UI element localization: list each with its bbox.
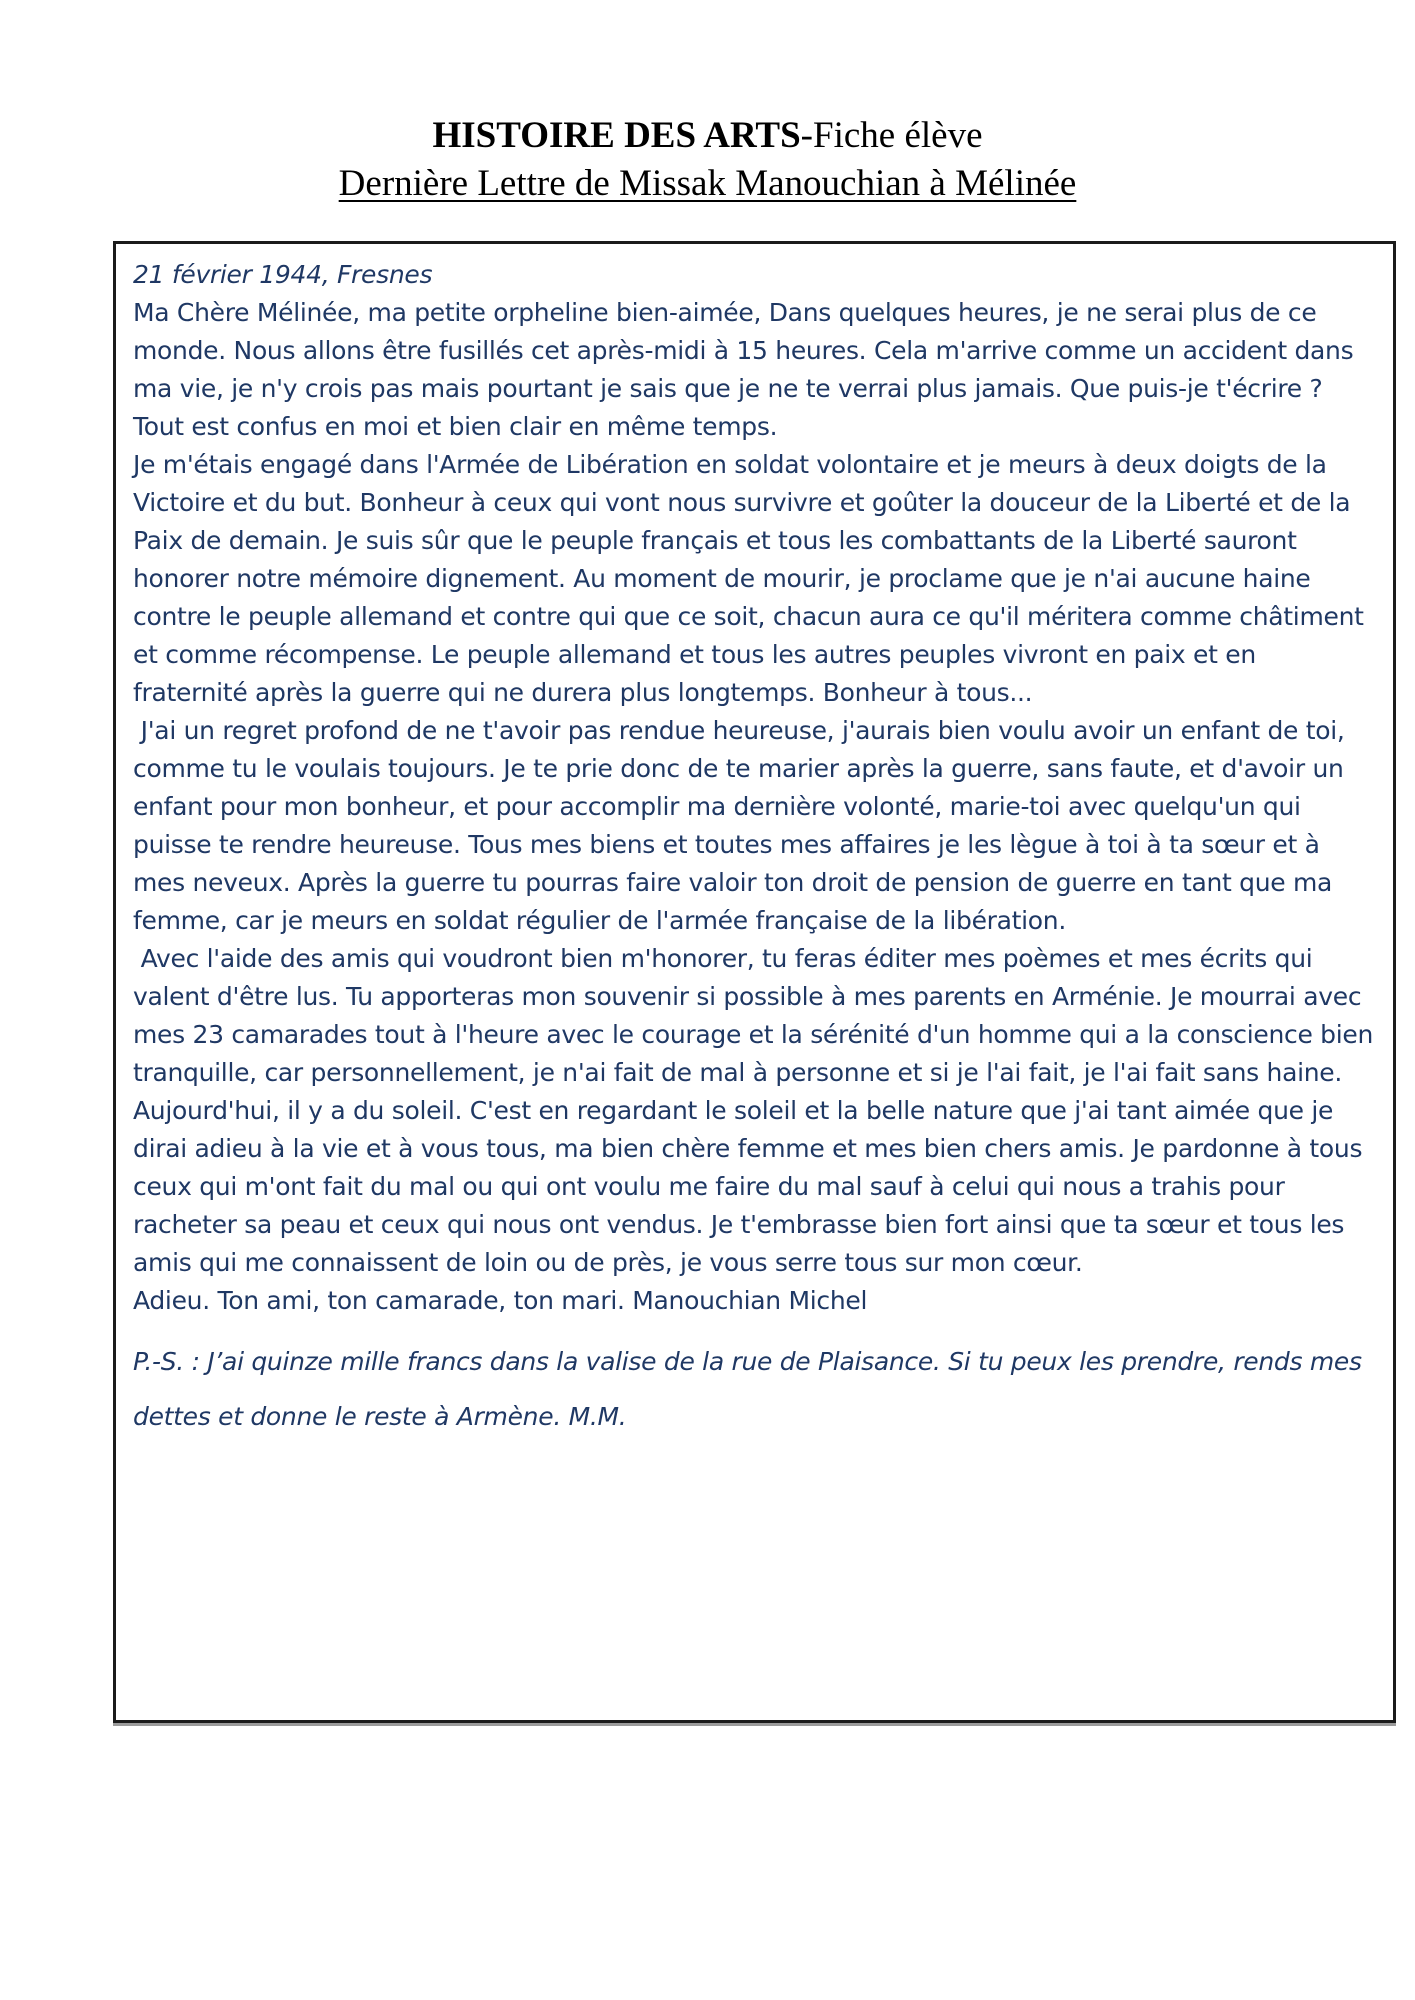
letter-frame	[113, 241, 1396, 1723]
letter-paragraph: Ma Chère Mélinée, ma petite orpheline bien-aimée, Dans quelques heures, je ne serai plus de ce monde. Nous allons être fusillés cet après-midi à 15 heures. Cela m'arrive comme un accident dans ma vie, je n'y crois pas mais pourtant je sais que je ne te verrai plus jamais. Que puis-je t'écrire ? Tout est confus en moi et bien clair en même temps.	[133, 298, 1361, 441]
letter-paragraph: Je m'étais engagé dans l'Armée de Libération en soldat volontaire et je meurs à deux doigts de la Victoire et du but. Bonheur à ceux qui vont nous survivre et goûter la douceur de la Liberté et de la Paix de demain. Je suis sûr que le peuple français et tous les combattants de la Liberté sauront honorer notre mémoire dignement. Au moment de mourir, je proclame que je n'ai aucune haine contre le peuple allemand et contre qui que ce soit, chacun aura ce qu'il méritera comme châtiment et comme récompense. Le peuple allemand et tous les autres peuples vivront en paix et en fraternité après la guerre qui ne durera plus longtemps. Bonheur à tous...	[133, 450, 1372, 707]
letter-paragraph: Avec l'aide des amis qui voudront bien m'honorer, tu feras éditer mes poèmes et mes écrits qui valent d'être lus. Tu apporteras mon souvenir si possible à mes parents en Arménie. Je mourrai avec mes 23 camarades tout à l'heure avec le courage et la sérénité d'un homme qui a la conscience bien tranquille, car personnellement, je n'ai fait de mal à personne et si je l'ai fait, je l'ai fait sans haine. Aujourd'hui, il y a du soleil. C'est en regardant le soleil et la belle nature que j'ai tant aimée que je dirai adieu à la vie et à vous tous, ma bien chère femme et mes bien chers amis. Je pardonne à tous ceux qui m'ont fait du mal ou qui ont voulu me faire du mal sauf à celui qui nous a trahis pour racheter sa peau et ceux qui nous ont vendus. Je t'embrasse bien fort ainsi que ta sœur et tous les amis qui me connaissent de loin ou de près, je vous serre tous sur mon cœur.	[133, 944, 1381, 1277]
document-header	[0, 112, 1415, 208]
letter-paragraph: J'ai un regret profond de ne t'avoir pas rendue heureuse, j'aurais bien voulu avoir un enfant de toi, comme tu le voulais toujours. Je te prie donc de te marier après la guerre, sans faute, et d'avoir un enfant pour mon bonheur, et pour accomplir ma dernière volonté, marie-toi avec quelqu'un qui puisse te rendre heureuse. Tous mes biens et toutes mes affaires je les lègue à toi à ta sœur et à mes neveux. Après la guerre tu pourras faire valoir ton droit de pension de guerre en tant que ma femme, car je meurs en soldat régulier de l'armée française de la libération.	[133, 716, 1353, 935]
page-title-suffix: -Fiche élève	[800, 115, 983, 156]
letter-postscript: P.-S. : J’ai quinze mille francs dans la valise de la rue de Plaisance. Si tu peux les prendre, rends mes dettes et donne le reste à Armène. M.M.	[133, 1347, 1370, 1431]
letter-dateline: 21 février 1944, Fresnes	[133, 260, 433, 289]
page-subtitle: Dernière Lettre de Missak Manouchian à Mélinée	[338, 163, 1077, 204]
letter-signature: Adieu. Ton ami, ton camarade, ton mari. Manouchian Michel	[133, 1286, 868, 1315]
page-title	[0, 112, 1415, 160]
page-title-main: HISTOIRE DES ARTS	[432, 115, 801, 156]
